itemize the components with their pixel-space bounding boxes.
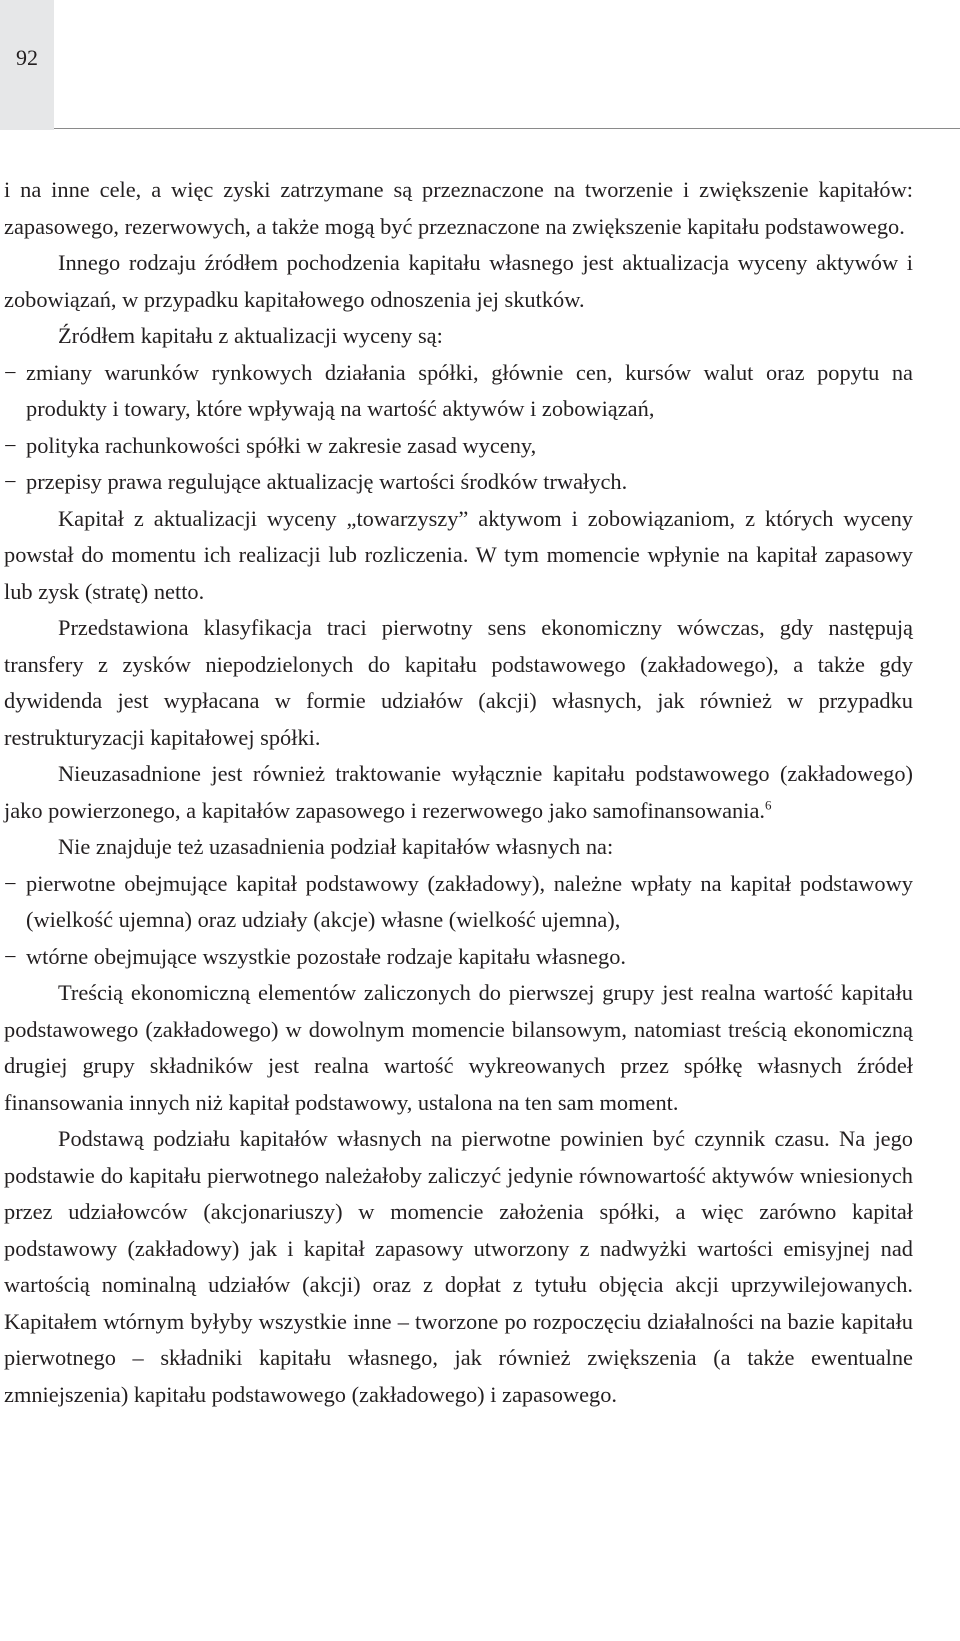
paragraph-5: Przedstawiona klasyfikacja traci pierwotny sens ekonomiczny wówczas, gdy następują transfery z zysków niepodzielonych do kapitału podstawowego (zakładowego), a także gdy dywidenda jest wypłacana w formie udziałów (akcji) własnych, jak również w przypadku restrukturyzacji kapitałowej spółki. bbox=[4, 615, 913, 750]
list-revaluation-sources bbox=[4, 355, 913, 501]
page-number: 92 bbox=[16, 45, 38, 70]
dash-marker: − bbox=[4, 469, 17, 494]
list-item: − zmiany warunków rynkowych działania spółki, głównie cen, kursów walut oraz popytu na produkty i towary, które wpływają na wartość aktywów i zobowiązań, bbox=[4, 355, 913, 428]
header-rule bbox=[54, 128, 960, 129]
dash-marker: − bbox=[4, 359, 17, 385]
list-item: − przepisy prawa regulujące aktualizację wartości środków trwałych. bbox=[4, 464, 913, 501]
list-item: − pierwotne obejmujące kapitał podstawowy (zakładowy), należne wpłaty na kapitał podstawowy (wielkość ujemna) oraz udziały (akcje) własne (wielkość ujemna), bbox=[4, 866, 913, 939]
paragraph-4: Kapitał z aktualizacji wyceny „towarzyszy” aktywom i zobowiązaniom, z których wyceny powstał do momentu ich realizacji lub rozliczenia. W tym momencie wpłynie na kapitał zapasowy lub zysk (stratę) netto. bbox=[4, 505, 913, 604]
list-capital-division bbox=[4, 866, 913, 976]
dash-marker: − bbox=[4, 943, 17, 969]
paragraph-2: Innego rodzaju źródłem pochodzenia kapitału własnego jest aktualizacja wyceny aktywów i zobowiązań, w przypadku kapitałowego odnoszenia jej skutków. bbox=[4, 250, 913, 312]
paragraph-9: Podstawą podziału kapitałów własnych na pierwotne powinien być czynnik czasu. Na jego podstawie do kapitału pierwotnego należałoby zaliczyć jedynie równowartość aktywów wniesionych przez udziałowców (akcjonariuszy) w momencie założenia spółki, a więc zarówno kapitał podstawowy (zakładowy) jak i kapitał zapasowy utworzony z nadwyżki wartości emisyjnej nad wartością nominalną udziałów (akcji) oraz z dopłat z tytułu objęcia akcji uprzywilejowanych. Kapitałem wtórnym byłyby wszystkie inne – tworzone po rozpoczęciu działalności na bazie kapitału pierwotnego – składniki kapitału własnego, jak również zwiększenia (a także ewentualne zmniejszenia) kapitału podstawowego (zakładowego) i zapasowego. bbox=[4, 1126, 913, 1407]
dash-marker: − bbox=[4, 870, 17, 896]
page-body bbox=[4, 172, 913, 1413]
list-item: − wtórne obejmujące wszystkie pozostałe rodzaje kapitału własnego. bbox=[4, 939, 913, 976]
dash-marker: − bbox=[4, 432, 17, 458]
paragraph-6: Nieuzasadnione jest również traktowanie wyłącznie kapitału podstawowego (zakładowego) jako powierzonego, a kapitałów zapasowego i rezerwowego jako samofinansowania.$^6$ bbox=[4, 761, 913, 823]
paragraph-3: Źródłem kapitału z aktualizacji wyceny są: bbox=[58, 323, 443, 348]
paragraph-1: i na inne cele, a więc zyski zatrzymane są przeznaczone na tworzenie i zwiększenie kapitałów: zapasowego, rezerwowych, a także mogą być przeznaczone na zwiększenie kapitału podstawowego. bbox=[4, 177, 913, 239]
footnote-marker: 6 bbox=[765, 797, 772, 813]
page-number-box bbox=[0, 0, 54, 130]
paragraph-7: Nie znajduje też uzasadnienia podział kapitałów własnych na: bbox=[58, 834, 614, 859]
list-item: − polityka rachunkowości spółki w zakresie zasad wyceny, bbox=[4, 428, 913, 465]
paragraph-8: Treścią ekonomiczną elementów zaliczonych do pierwszej grupy jest realna wartość kapitału podstawowego (zakładowego) w dowolnym momencie bilansowym, natomiast treścią ekonomiczną drugiej grupy składników jest realna wartość wykreowanych przez spółkę własnych źródeł finansowania innych niż kapitał podstawowy, ustalona na ten sam moment. bbox=[4, 980, 913, 1115]
